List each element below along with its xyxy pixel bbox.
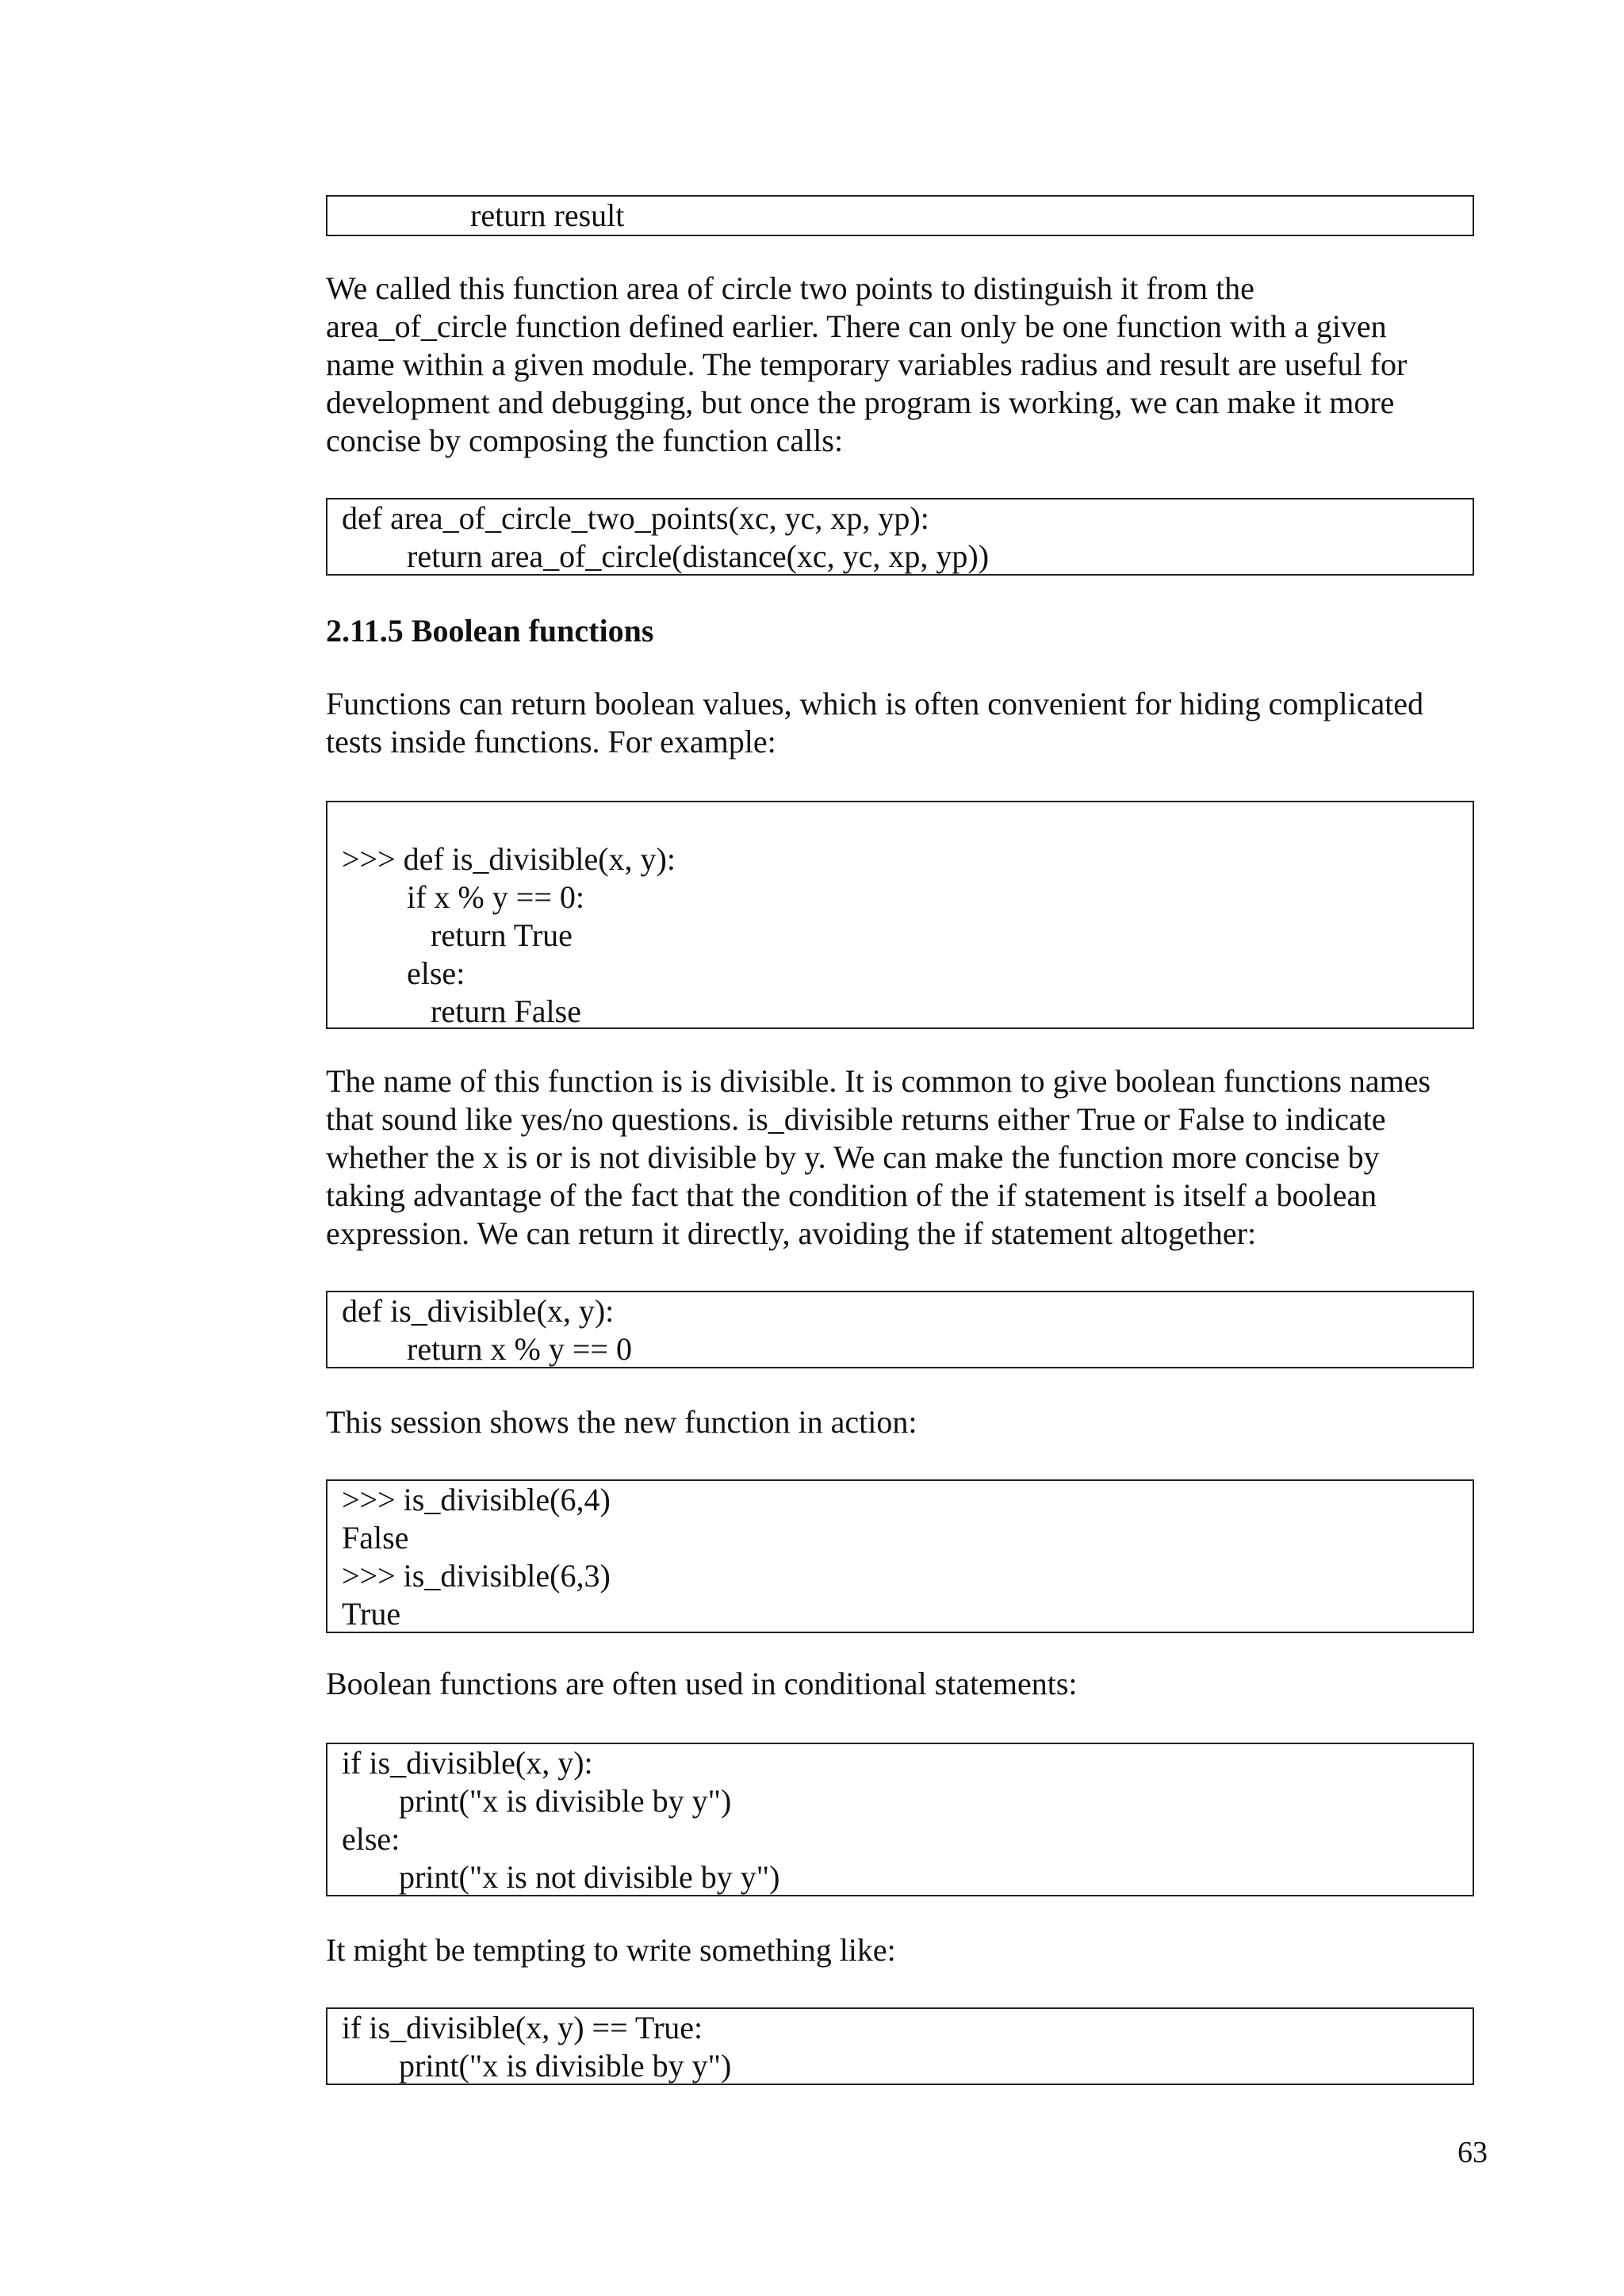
paragraph-line: name within a given module. The temporary variables radius and result are useful for — [326, 346, 1408, 382]
code-line: return x % y == 0 — [407, 1331, 632, 1367]
paragraph-line: expression. We can return it directly, avoiding the if statement altogether: — [326, 1215, 1257, 1251]
code-block-return-result — [326, 195, 1474, 236]
code-line: else: — [407, 955, 465, 991]
paragraph-line: It might be tempting to write something like: — [326, 1932, 896, 1968]
section-heading: 2.11.5 Boolean functions — [326, 613, 654, 649]
paragraph-line: The name of this function is is divisible. It is common to give boolean functions names — [326, 1063, 1431, 1099]
code-line: def is_divisible(x, y): — [342, 1293, 615, 1329]
code-block-area-of-circle-two-points — [326, 498, 1474, 576]
paragraph-line: Boolean functions are often used in conditional statements: — [326, 1666, 1078, 1701]
paragraph-conditional-intro — [326, 1665, 1476, 1703]
code-block-equals-true — [326, 2007, 1474, 2085]
code-line: return area_of_circle(distance(xc, yc, xp, yp)) — [407, 538, 990, 574]
code-line: False — [342, 1520, 409, 1556]
code-line: if is_divisible(x, y) == True: — [342, 2010, 703, 2045]
code-line: else: — [342, 1821, 400, 1857]
code-line: return False — [431, 993, 581, 1029]
code-line: if is_divisible(x, y): — [342, 1745, 593, 1781]
code-line: print("x is not divisible by y") — [399, 1859, 780, 1895]
page-number: 63 — [1457, 2136, 1488, 2169]
code-line: if x % y == 0: — [407, 879, 584, 915]
code-line: return True — [431, 917, 573, 953]
paragraph-boolean-intro — [326, 685, 1476, 761]
code-line: >>> is_divisible(6,3) — [342, 1558, 611, 1594]
code-block-is-divisible-concise — [326, 1291, 1474, 1368]
paragraph-line: taking advantage of the fact that the condition of the if statement is itself a boolean — [326, 1177, 1377, 1213]
code-block-is-divisible-if — [326, 801, 1474, 1029]
paragraph-line: concise by composing the function calls: — [326, 423, 844, 458]
paragraph-line: Functions can return boolean values, which is often convenient for hiding complicated — [326, 686, 1424, 721]
paragraph-line: whether the x is or is not divisible by y. We can make the function more concise by — [326, 1139, 1380, 1175]
code-line: def area_of_circle_two_points(xc, yc, xp, yp): — [342, 500, 929, 536]
code-line: >>> is_divisible(6,4) — [342, 1482, 611, 1517]
paragraph-line: tests inside functions. For example: — [326, 724, 776, 760]
paragraph-line: development and debugging, but once the program is working, we can make it more — [326, 385, 1395, 420]
code-line: print("x is divisible by y") — [399, 1783, 732, 1819]
code-line: print("x is divisible by y") — [399, 2048, 732, 2084]
code-block-session — [326, 1479, 1474, 1633]
code-block-conditional — [326, 1743, 1474, 1896]
code-line: True — [342, 1596, 401, 1632]
code-line: >>> def is_divisible(x, y): — [342, 841, 676, 877]
paragraph-line: This session shows the new function in action: — [326, 1404, 917, 1440]
paragraph-is-divisible-explanation — [326, 1062, 1476, 1253]
paragraph-area-of-circle — [326, 270, 1476, 460]
code-line: return result — [407, 197, 625, 233]
paragraph-line: that sound like yes/no questions. is_divisible returns either True or False to indicate — [326, 1101, 1386, 1137]
paragraph-line: We called this function area of circle two points to distinguish it from the — [326, 270, 1254, 306]
paragraph-tempting-intro — [326, 1931, 1476, 1969]
paragraph-session-intro — [326, 1403, 1476, 1441]
paragraph-line: area_of_circle function defined earlier. There can only be one function with a given — [326, 308, 1387, 344]
